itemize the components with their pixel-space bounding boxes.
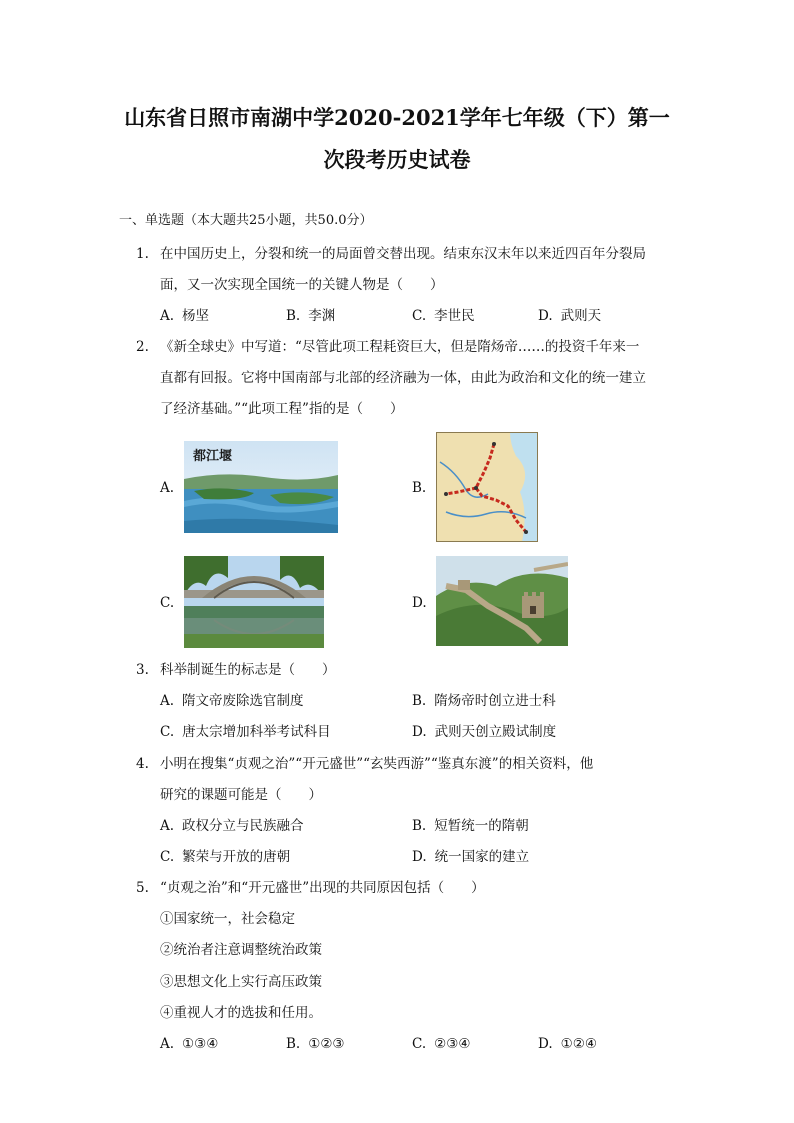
question-1-option-c[interactable] [412,307,475,325]
question-1-option-a[interactable] [160,307,209,325]
option-label: B. [286,308,301,324]
question-2-option-c-label: C. [160,595,175,611]
option-text: ①②④ [560,1036,597,1052]
question-3-option-c[interactable] [160,723,331,741]
option-label: B. [286,1036,301,1052]
option-label: C. [160,849,175,865]
option-text: 繁荣与开放的唐朝 [182,849,291,865]
dujiangyan-caption: 都江堰 [193,449,233,464]
question-4-stem-line-1: 小明在搜集“贞观之治”“开元盛世”“玄奘西游”“鉴真东渡”的相关资料，他 [160,756,594,772]
option-text: ②③④ [434,1036,471,1052]
question-5-statement-1: ①国家统一，社会稳定 [160,911,295,927]
question-1-stem-line-1: 在中国历史上，分裂和统一的局面曾交替出现。结束东汉末年以来近四百年分裂局 [160,246,646,262]
option-text: 武则天创立殿试制度 [434,724,557,740]
question-5-option-d[interactable] [538,1035,597,1053]
option-label: D. [538,1036,553,1052]
question-4-option-b[interactable] [412,817,529,835]
question-2-stem-line-3: 了经济基础。”“此项工程”指的是（ ） [160,401,404,417]
question-1-option-b[interactable] [286,307,335,325]
option-text: 短暂统一的隋朝 [434,818,529,834]
question-4-option-a[interactable] [160,817,304,835]
question-2-number: 2. [136,339,149,355]
option-text: 政权分立与民族融合 [182,818,304,834]
question-5-stem-line-1: “贞观之治”和“开元盛世”出现的共同原因包括（ ） [160,880,485,896]
option-text: 李世民 [434,308,475,324]
exam-title-line-2: 次段考历史试卷 [323,147,471,172]
question-2-option-a-label: A. [160,480,175,496]
option-text: 隋炀帝时创立进士科 [434,693,556,709]
question-5-number: 5. [136,880,149,896]
option-label: B. [412,818,427,834]
question-2-option-d-label: D. [412,595,427,611]
option-label: A. [160,1036,175,1052]
question-4-number: 4. [136,756,149,772]
question-2-option-b-label: B. [412,480,427,496]
option-label: B. [412,693,427,709]
option-label: C. [412,308,427,324]
question-3-option-a[interactable] [160,692,304,710]
question-4-option-d[interactable] [412,848,529,866]
question-3-number: 3. [136,662,149,678]
option-label: C. [160,724,175,740]
question-5-statement-2: ②统治者注意调整统治政策 [160,942,322,958]
zhaozhou-bridge-photo-icon[interactable] [184,556,324,648]
question-4-option-c[interactable] [160,848,290,866]
option-label: D. [538,308,553,324]
question-5-option-c[interactable] [412,1035,470,1053]
question-5-statement-3: ③思想文化上实行高压政策 [160,974,322,990]
great-wall-photo-icon[interactable] [436,556,568,646]
option-label: D. [412,724,427,740]
question-3-option-d[interactable] [412,723,556,741]
question-3-option-b[interactable] [412,692,556,710]
grand-canal-map-icon[interactable] [436,432,538,542]
section-heading: 一、单选题（本大题共25小题，共50.0分） [119,213,373,228]
option-text: 统一国家的建立 [434,849,530,865]
option-text: 杨坚 [182,308,210,324]
question-1-number: 1. [136,246,149,262]
question-1-stem-line-2: 面，又一次实现全国统一的关键人物是（ ） [160,277,444,293]
question-2-stem-line-2: 直都有回报。它将中国南部与北部的经济融为一体，由此为政治和文化的统一建立 [160,370,646,386]
option-text: 武则天 [560,308,602,324]
option-text: ①②③ [308,1036,345,1052]
question-1-option-d[interactable] [538,307,601,325]
option-label: A. [160,818,175,834]
exam-title-line-1: 山东省日照市南湖中学2020-2021学年七年级（下）第一 [124,105,670,130]
option-label: D. [412,849,427,865]
option-text: 唐太宗增加科举考试科目 [182,724,331,740]
option-text: 李渊 [308,308,336,324]
question-5-option-a[interactable] [160,1035,218,1053]
question-5-option-b[interactable] [286,1035,345,1053]
option-text: ①③④ [182,1036,219,1052]
question-5-statement-4: ④重视人才的选拔和任用。 [160,1005,322,1021]
option-text: 隋文帝废除选官制度 [182,693,304,709]
option-label: A. [160,693,175,709]
question-4-stem-line-2: 研究的课题可能是（ ） [160,787,322,803]
dujiangyan-photo-icon[interactable] [184,441,338,533]
option-label: C. [412,1036,427,1052]
question-3-stem-line-1: 科举制诞生的标志是（ ） [160,662,336,678]
question-2-stem-line-1: 《新全球史》中写道：“尽管此项工程耗资巨大，但是隋炀帝……的投资千年来一 [160,339,640,355]
option-label: A. [160,308,175,324]
